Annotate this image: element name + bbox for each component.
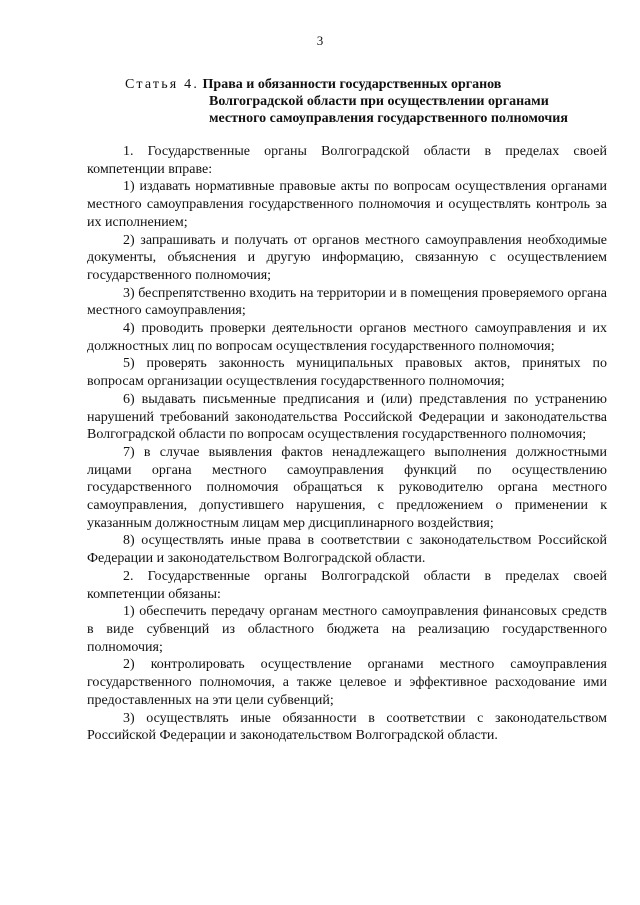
- article-title-line-2: Волгоградской области при осуществлении органами: [209, 94, 549, 109]
- section-2-item-1: 1) обеспечить передачу органам местного самоуправления финансовых средств в виде субвенций из областного бюджета на реализацию государственного полномочия;: [87, 604, 607, 655]
- section-1-item-6: 6) выдавать письменные предписания и (или) представления по устранению нарушений требований законодательства Российской Федерации и законодательства Волгоградской области по вопросам осуществления государственного полномочия;: [87, 391, 607, 443]
- article-title-line-3: местного самоуправления государственного полномочия: [209, 111, 568, 126]
- article-body: [87, 143, 607, 745]
- section-1-item-2: 2) запрашивать и получать от органов местного самоуправления необходимые документы, объяснения и другую информацию, связанную с осуществлением государственного полномочия;: [87, 232, 607, 283]
- section-1-item-8: 8) осуществлять иные права в соответствии с законодательством Российской Федерации и законодательством Волгоградской области.: [87, 533, 607, 567]
- section-1-item-7: 7) в случае выявления фактов ненадлежащего выполнения должностными лицами органа местного самоуправления функций по осуществлению государственного полномочия обращаться к руководителю органа местного самоуправления, допустившего нарушения, с предложением о применении к указанным должностным лицам мер дисциплинарного воздействия;: [87, 444, 607, 531]
- section-1-item-4: 4) проводить проверки деятельности органов местного самоуправления и их должностных лиц по вопросам осуществления государственного полномочия;: [87, 321, 607, 354]
- section-1-intro: 1. Государственные органы Волгоградской области в пределах своей компетенции вправе:: [87, 144, 607, 177]
- article-number: Статья 4.: [125, 77, 200, 92]
- article-heading: [125, 76, 605, 127]
- article-title-line-1: Права и обязанности государственных органов: [202, 77, 502, 92]
- page-number: 3: [316, 33, 324, 48]
- section-2-item-3: 3) осуществлять иные обязанности в соответствии с законодательством Российской Федерации и законодательством Волгоградской области.: [87, 710, 607, 744]
- section-1-item-1: 1) издавать нормативные правовые акты по вопросам осуществления органами местного самоуправления государственного полномочия и осуществлять контроль за их исполнением;: [87, 179, 607, 230]
- section-2-intro: 2. Государственные органы Волгоградской области в пределах своей компетенции обязаны:: [87, 568, 607, 602]
- section-1-item-3: 3) беспрепятственно входить на территории и в помещения проверяемого органа местного самоуправления;: [87, 285, 607, 319]
- section-2-item-2: 2) контролировать осуществление органами местного самоуправления государственного полномочия, а также целевое и эффективное расходование ими предоставленных на эти цели субвенций;: [87, 657, 607, 708]
- section-1-item-5: 5) проверять законность муниципальных правовых актов, принятых по вопросам организации осуществления государственного полномочия;: [87, 356, 607, 390]
